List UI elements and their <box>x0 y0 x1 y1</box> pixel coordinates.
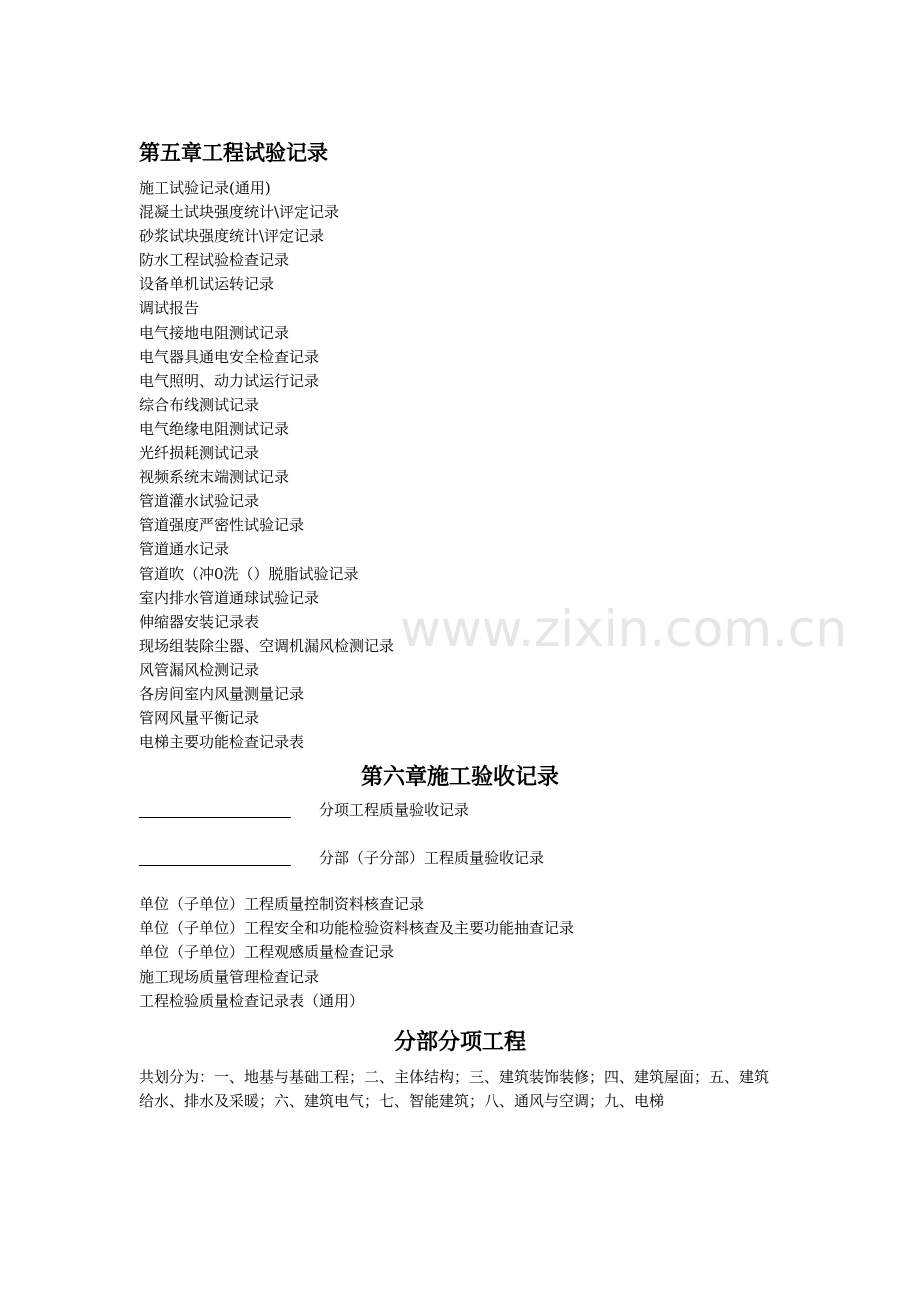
document-content <box>139 138 799 1113</box>
list-item: 伸缩器安装记录表 <box>139 612 260 631</box>
chapter5-list <box>139 176 799 754</box>
list-item: 单位（子单位）工程观感质量检查记录 <box>139 943 395 962</box>
list-item: 防水工程试验检查记录 <box>139 251 290 270</box>
list-item: 电气照明、动力试运行记录 <box>139 371 320 390</box>
list-item: 室内排水管道通球试验记录 <box>139 588 320 607</box>
list-item: 工程检验质量检查记录表（通用） <box>139 991 365 1010</box>
list-item: 光纤损耗测试记录 <box>139 444 260 463</box>
list-item: 管道强度严密性试验记录 <box>139 516 305 535</box>
blank-item-row <box>139 844 799 892</box>
blank-item-label: 分部（子分部）工程质量验收记录 <box>319 849 545 868</box>
list-item: 管道吹（冲0洗（）脱脂试验记录 <box>139 564 359 583</box>
list-item: 设备单机试运转记录 <box>139 275 275 294</box>
list-item: 风管漏风检测记录 <box>139 660 260 679</box>
blank-item-label: 分项工程质量验收记录 <box>319 801 470 820</box>
section-paragraph: 共划分为：一、地基与基础工程；二、主体结构；三、建筑装饰装修；四、建筑屋面；五、建筑给水、排水及采暖；六、建筑电气；七、智能建筑；八、通风与空调；九、电梯 <box>139 1067 770 1110</box>
list-item: 单位（子单位）工程安全和功能检验资料核查及主要功能抽查记录 <box>139 919 575 938</box>
blank-item-row <box>139 796 799 844</box>
list-item: 视频系统末端测试记录 <box>139 468 290 487</box>
watermark: www.zixin.com.cn <box>400 600 848 658</box>
list-item: 调试报告 <box>139 299 200 318</box>
list-item: 混凝土试块强度统计\评定记录 <box>139 203 340 222</box>
list-item: 管道通水记录 <box>139 540 230 559</box>
list-item: 综合布线测试记录 <box>139 395 260 414</box>
chapter6-list <box>139 892 799 1012</box>
list-item: 电气器具通电安全检查记录 <box>139 347 320 366</box>
list-item: 管道灌水试验记录 <box>139 492 260 511</box>
section-title: 分部分项工程 <box>393 1028 526 1055</box>
list-item: 现场组装除尘器、空调机漏风检测记录 <box>139 636 395 655</box>
list-item: 电梯主要功能检查记录表 <box>139 733 305 752</box>
list-item: 施工现场质量管理检查记录 <box>139 967 320 986</box>
list-item: 单位（子单位）工程质量控制资料核查记录 <box>139 895 425 914</box>
list-item: 各房间室内风量测量记录 <box>139 684 305 703</box>
chapter6-title: 第六章施工验收记录 <box>360 764 559 791</box>
blank-line <box>139 817 291 818</box>
list-item: 电气接地电阻测试记录 <box>139 323 290 342</box>
blank-line <box>139 865 291 866</box>
list-item: 施工试验记录(通用) <box>139 179 271 197</box>
chapter5-title: 第五章工程试验记录 <box>139 140 328 165</box>
list-item: 电气绝缘电阻测试记录 <box>139 419 290 438</box>
list-item: 管网风量平衡记录 <box>139 709 260 728</box>
list-item: 砂浆试块强度统计\评定记录 <box>139 227 325 246</box>
